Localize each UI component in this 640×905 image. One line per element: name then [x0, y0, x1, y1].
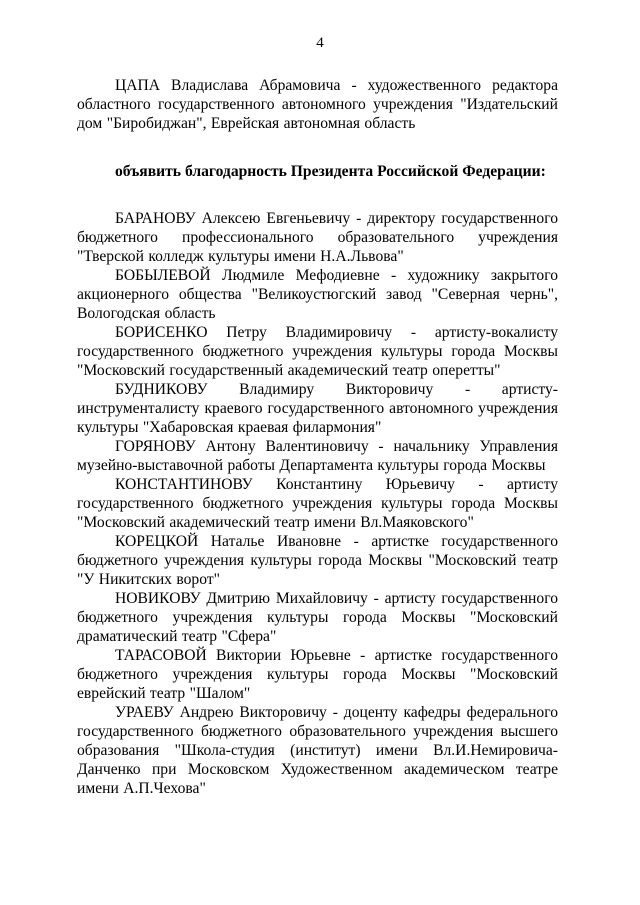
section-heading: объявить благодарность Президента Российской Федерации:	[115, 163, 546, 180]
award-entry: КОНСТАНТИНОВУ Константину Юрьевичу - артисту государственного бюджетного учреждения культуры города Москвы "Московский академический театр имени Вл.Маяковского"	[77, 476, 558, 531]
award-entry: БАРАНОВУ Алексею Евгеньевичу - директору государственного бюджетного профессионального образовательного учреждения "Тверской колледж культуры имени Н.А.Львова"	[77, 210, 558, 265]
award-entry: УРАЕВУ Андрею Викторовичу - доценту кафедры федерального государственного бюджетного образовательного учреждения высшего образования "Школа-студия (институт) имени Вл.И.Немировича-Данченко при Московском Художественном академическом театре имени А.П.Чехова"	[77, 704, 558, 797]
award-entry: БОРИСЕНКО Петру Владимировичу - артисту-вокалисту государственного бюджетного учреждения культуры города Москвы "Московский государственный академический театр оперетты"	[77, 324, 558, 379]
award-entry: ТАРАСОВОЙ Виктории Юрьевне - артистке государственного бюджетного учреждения культуры города Москвы "Московский еврейский театр "Шалом"	[77, 647, 558, 702]
award-entry: НОВИКОВУ Дмитрию Михайловичу - артисту государственного бюджетного учреждения культуры города Москвы "Московский драматический театр "Сфера"	[77, 590, 558, 645]
award-entry: КОРЕЦКОЙ Наталье Ивановне - артистке государственного бюджетного учреждения культуры города Москвы "Московский театр "У Никитских ворот"	[77, 533, 558, 588]
document-body	[77, 76, 558, 798]
award-entry: ГОРЯНОВУ Антону Валентиновичу - начальнику Управления музейно-выставочной работы Департамента культуры города Москвы	[77, 438, 558, 474]
award-entry: ЦАПА Владислава Абрамовича - художественного редактора областного государственного автономного учреждения "Издательский дом "Биробиджан", Еврейская автономная область	[77, 77, 558, 132]
page-number: 4	[316, 35, 324, 51]
award-entry: БУДНИКОВУ Владимиру Викторовичу - артисту-инструменталисту краевого государственного автономного учреждения культуры "Хабаровская краевая филармония"	[77, 381, 558, 436]
award-entry: БОБЫЛЕВОЙ Людмиле Мефодиевне - художнику закрытого акционерного общества "Великоустюгский завод "Северная чернь", Вологодская область	[77, 267, 558, 322]
